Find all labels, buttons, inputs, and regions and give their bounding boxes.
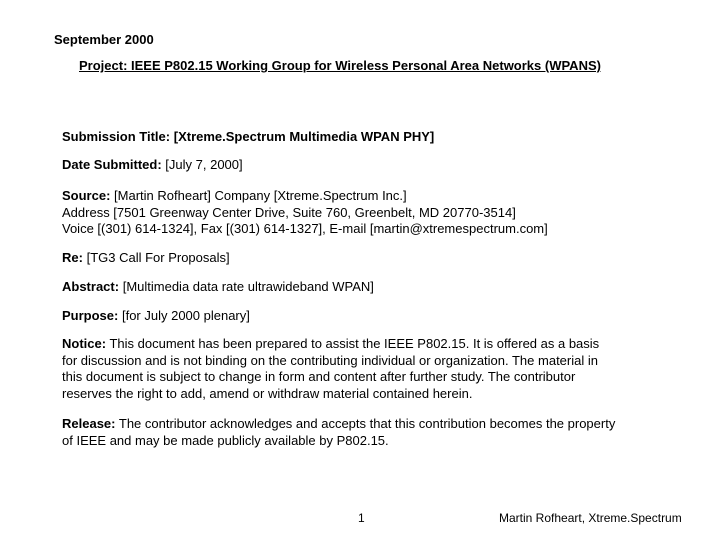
abstract-section (62, 279, 672, 296)
release-section (62, 416, 672, 449)
notice-line-2: for discussion and is not binding on the contributing individual or organization. The material in (62, 352, 598, 368)
source-section (62, 188, 672, 238)
source-contact: Voice [(301) 614-1324], Fax [(301) 614-1327], E-mail [martin@xtremespectrum.com] (62, 221, 548, 236)
re-section (62, 250, 672, 267)
abstract-label: Abstract: (62, 279, 120, 294)
footer-author: Martin Rofheart, Xtreme.Spectrum (499, 511, 682, 525)
purpose-value: [for July 2000 plenary] (121, 308, 250, 323)
date-submitted-section (62, 157, 672, 174)
source-line-1 (62, 188, 672, 205)
notice-line-4: reserves the right to add, amend or withdraw material contained herein. (62, 385, 473, 401)
submission-title-section (62, 129, 672, 146)
release-text-1: The contributor acknowledges and accepts that this contribution becomes the property (118, 416, 616, 431)
release-line-1 (62, 416, 672, 433)
release-line-2: of IEEE and may be made publicly available by P802.15. (62, 432, 389, 448)
project-title: Project: IEEE P802.15 Working Group for Wireless Personal Area Networks (WPANS) (79, 58, 601, 73)
abstract-line (62, 279, 672, 296)
source-address: Address [7501 Greenway Center Drive, Suite 760, Greenbelt, MD 20770-3514] (62, 204, 516, 220)
notice-text-1: This document has been prepared to assist the IEEE P802.15. It is offered as a basis (109, 336, 600, 351)
notice-label: Notice: (62, 336, 107, 351)
submission-title-label: Submission Title: (62, 129, 171, 144)
date-submitted-value: [July 7, 2000] (165, 157, 243, 172)
release-label: Release: (62, 416, 116, 431)
re-line (62, 250, 672, 267)
purpose-label: Purpose: (62, 308, 119, 323)
header-date: September 2000 (54, 32, 154, 47)
page-number: 1 (358, 511, 365, 525)
re-label: Re: (62, 250, 83, 265)
re-value: [TG3 Call For Proposals] (86, 250, 230, 265)
notice-section (62, 336, 672, 402)
source-label: Source: (62, 188, 111, 203)
submission-title-value: [Xtreme.Spectrum Multimedia WPAN PHY] (173, 129, 435, 144)
notice-line-3: this document is subject to change in form and content after further study. The contributor (62, 369, 576, 384)
abstract-value: [Multimedia data rate ultrawideband WPAN] (122, 279, 374, 294)
notice-line-1 (62, 336, 672, 353)
purpose-section (62, 308, 672, 325)
submission-title-line (62, 129, 672, 146)
date-submitted-line (62, 157, 672, 174)
date-submitted-label: Date Submitted: (62, 157, 162, 172)
source-name-company: [Martin Rofheart] Company [Xtreme.Spectrum Inc.] (114, 188, 407, 203)
purpose-line (62, 308, 672, 325)
